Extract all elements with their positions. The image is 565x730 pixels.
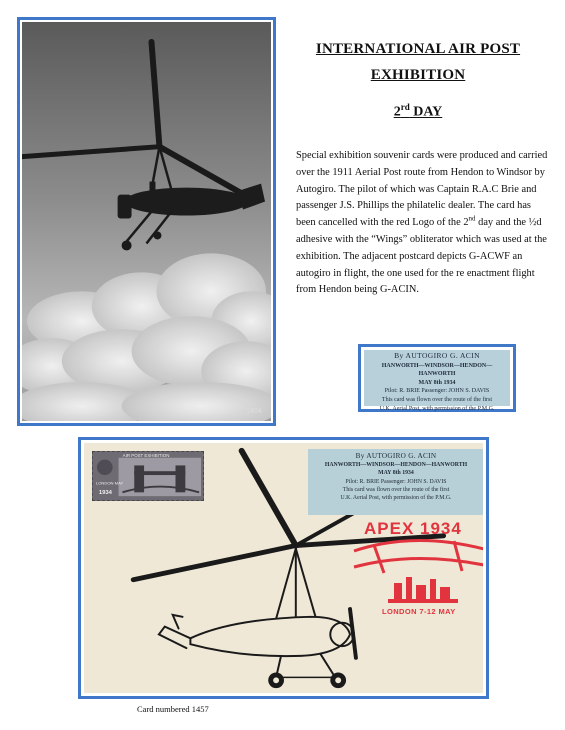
stamp-side-text: LONDON MAY — [95, 480, 124, 486]
apex-red-cancellation — [334, 511, 483, 629]
description-text: Special exhibition souvenir cards were produced and carried over the 1911 Aerial Post route from Hendon to Windsor by Autogiro. The pilot of which was Captain R.A.C Brie and passenger J.S. Phillips the philatelic dealer. The card has been cancelled with the red Logo of the 2nd day and the ½d adhesive with the “Wings” obliterator which was used at the exhibition. The adjacent postcard depicts G-ACWF an autogiro in flight, the one used for the re enactment flight from Hendon being G-ACIN. — [296, 150, 548, 296]
stamp-top-text: AIR POST EXHIBITION — [122, 452, 170, 458]
apex-date-caption: LONDON 7-12 MAY — [382, 607, 456, 616]
autogiro-photo — [22, 22, 271, 421]
stamp-artwork — [93, 452, 203, 500]
card-number-caption: Card numbered 1457 — [137, 704, 209, 714]
page-title-line2: EXHIBITION — [370, 67, 466, 83]
card-autogiro-vignette: By AUTOGIRO G. ACIN HANWORTH—WINDSOR—HENDON—HANWORTH MAY 8th 1934 Pilot: R. BRIE Passenger: JOHN S. DAVIS This card was flown over the route of the first U.K. Aerial Post, with permission of the P.M.G. — [308, 449, 483, 515]
tower-bridge-stamp — [92, 451, 204, 501]
souvenir-card-frame — [78, 437, 489, 699]
souvenir-card — [84, 443, 483, 693]
photo-number: 1404 — [246, 408, 262, 416]
apex-logo-text: APEX 1934 — [364, 519, 462, 538]
stamp-year: 1934 — [98, 490, 112, 497]
day-heading: 2rd DAY — [393, 102, 443, 120]
page-title-line1: INTERNATIONAL AIR POST — [315, 41, 521, 57]
exhibit-heading — [288, 36, 548, 121]
autogiro-vignette-label: By AUTOGIRO G. ACIN HANWORTH—WINDSOR—HENDON—HANWORTH MAY 8th 1934 Pilot: R. BRIE Passenger: JOHN S. DAVIS This card was flown over the route of the first U.K. Aerial Post, with permission of the P.M.G. — [364, 350, 510, 406]
autogiro-photo-postcard — [17, 17, 276, 426]
autogiro-label-frame — [358, 344, 516, 412]
